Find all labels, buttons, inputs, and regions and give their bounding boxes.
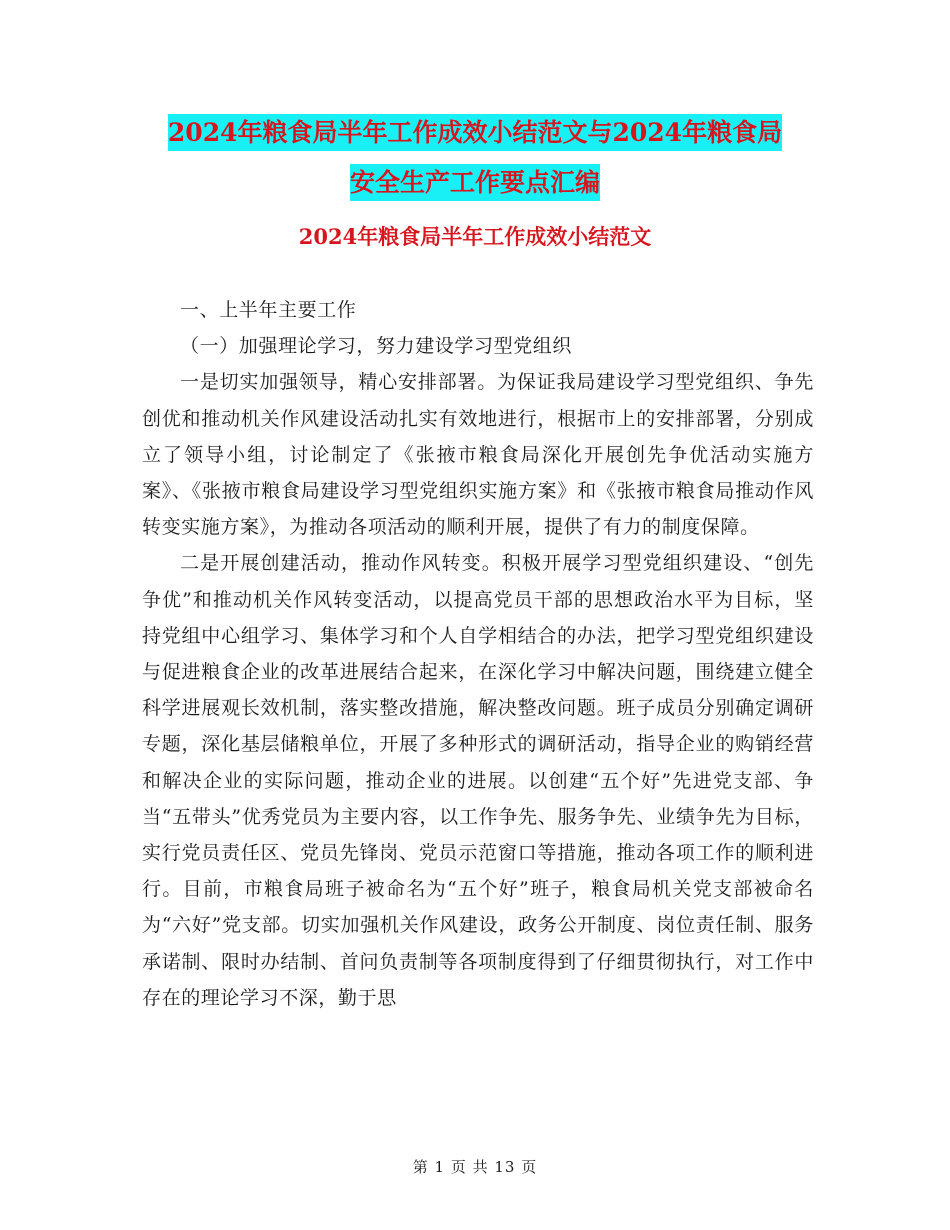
page-footer: 第 1 页 共 13 页 [412,1158,538,1176]
heading-level-1: 一、上半年主要工作 [180,299,357,321]
document-body [142,292,814,1016]
paragraph: 一是切实加强领导，精心安排部署。为保证我局建设学习型党组织、争先创优和推动机关作风建设活动扎实有效地进行，根据市上的安排部署，分别成立了领导小组，讨论制定了《张掖市粮食局深化开展创先争优活动实施方案》、《张掖市粮食局建设学习型党组织实施方案》和《张掖市粮食局推动作风转变实施方案》，为推动各项活动的顺利开展，提供了有力的制度保障。 [142,371,814,539]
heading-level-2: （一）加强理论学习，努力建设学习型党组织 [180,335,573,358]
paragraph: 二是开展创建活动，推动作风转变。积极开展学习型党组织建设、“创先争优”和推动机关作风转变活动，以提高党员干部的思想政治水平为目标，坚持党组中心组学习、集体学习和个人自学相结合的办法，把学习型党组织建设与促进粮食企业的改革进展结合起来，在深化学习中解决问题，围绕建立健全科学进展观长效机制，落实整改措施，解决整改问题。班子成员分别确定调研专题，深化基层储粮单位，开展了多种形式的调研活动，指导企业的购销经营和解决企业的实际问题，推动企业的进展。以创建“五个好”先进党支部、争当“五带头”优秀党员为主要内容，以工作争先、服务争先、业绩争先为目标，实行党员责任区、党员先锋岗、党员示范窗口等措施，推动各项工作的顺利进行。目前，市粮食局班子被命名为“五个好”班子，粮食局机关党支部被命名为“六好”党支部。切实加强机关作风建设，政务公开制度、岗位责任制、服务承诺制、限时办结制、首问负责制等各项制度得到了仔细贯彻执行，对工作中存在的理论学习不深，勤于思 [142,552,814,1009]
document-title [140,108,810,208]
document-title-line-1: 2024年粮食局半年工作成效小结范文与2024年粮食局 [168,114,782,151]
section-title: 2024年粮食局半年工作成效小结范文 [298,224,652,249]
document-title-line-2: 安全生产工作要点汇编 [350,164,600,201]
